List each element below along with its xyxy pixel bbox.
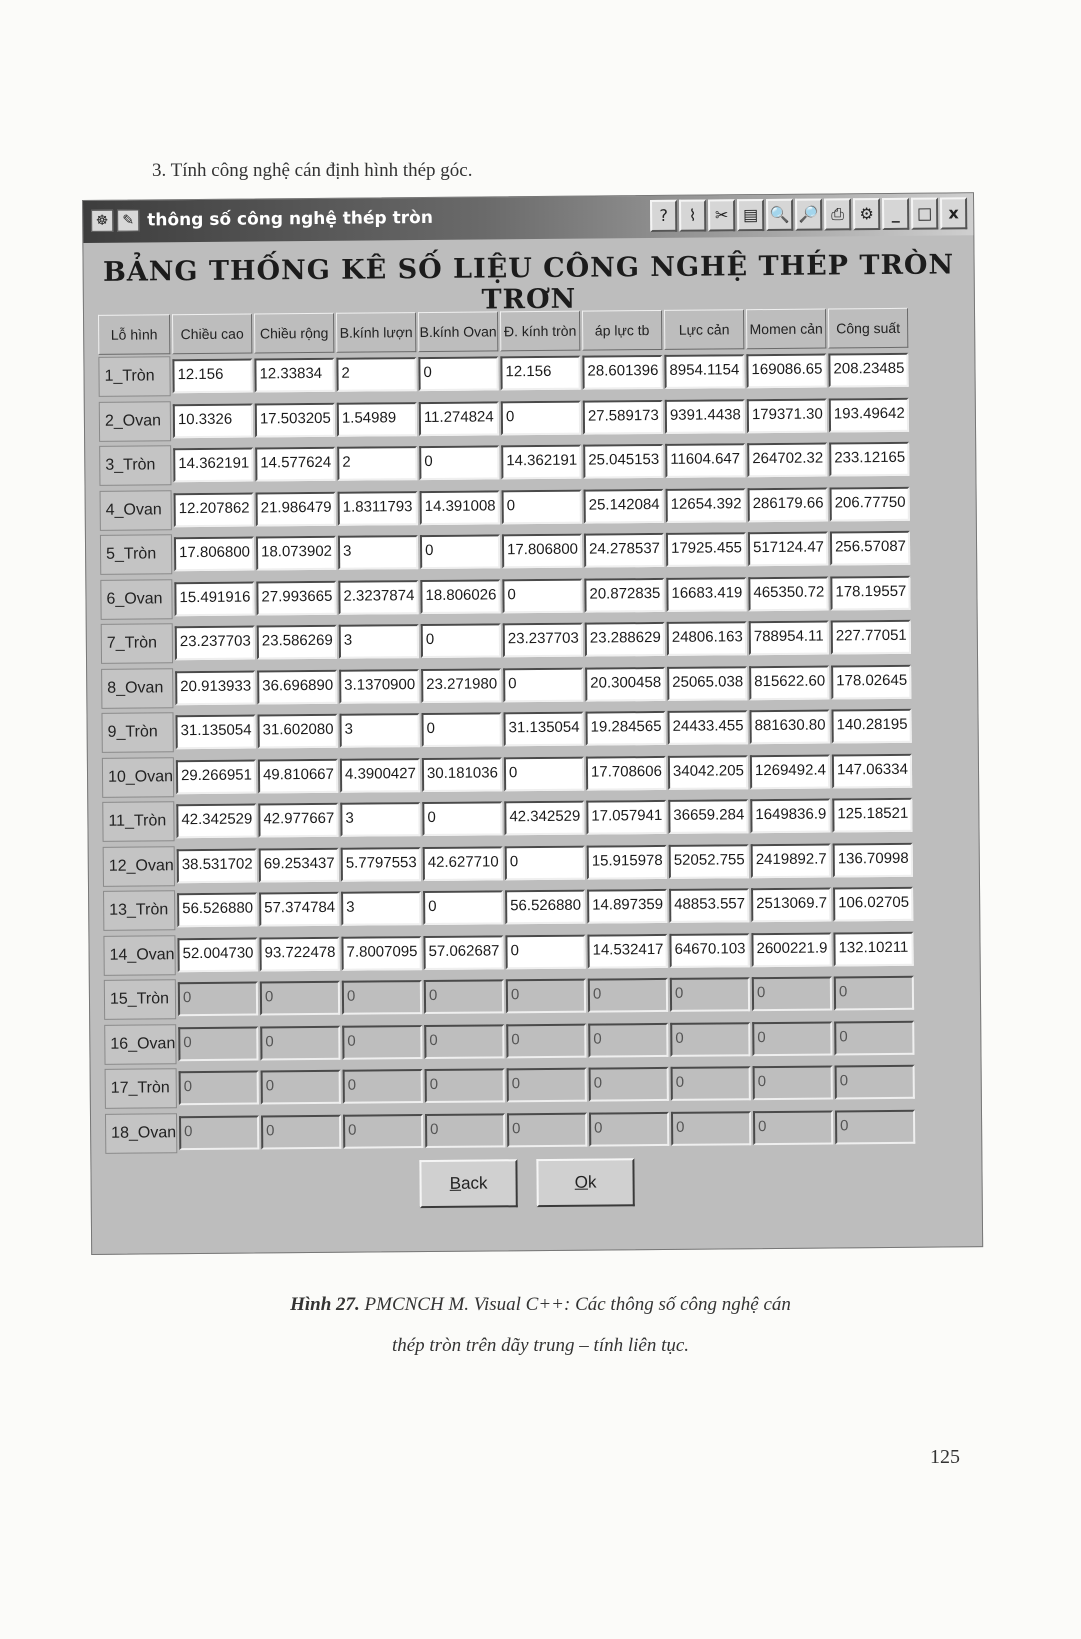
value-cell[interactable]: 3 (339, 713, 419, 748)
title-bar[interactable] (83, 193, 973, 243)
ok-button-label: k (587, 1172, 597, 1192)
value-cell[interactable]: 286179.66 (748, 487, 828, 522)
value-cell[interactable]: 0 (589, 1111, 669, 1146)
column-header: Chiều cao (172, 314, 252, 355)
value-cell[interactable]: 0 (419, 445, 499, 480)
value-cell[interactable]: 0 (588, 1022, 668, 1057)
value-cell[interactable]: 193.49642 (829, 397, 909, 432)
value-cell[interactable]: 0 (343, 1069, 423, 1104)
value-cell[interactable]: 0 (179, 1115, 259, 1150)
value-cell[interactable]: 31.135054 (503, 712, 583, 747)
value-cell[interactable]: 3 (338, 535, 418, 570)
value-cell[interactable]: 20.300458 (585, 666, 665, 701)
column-header: Công suất (828, 308, 908, 349)
brush-icon[interactable]: ⌇ (679, 200, 706, 232)
value-cell[interactable]: 23.271980 (421, 668, 501, 703)
column-header: áp lực tb (582, 310, 662, 351)
figure-caption-text: PMCNCH M. Visual C++: Các thông số công nghệ cán (364, 1294, 791, 1315)
page-number: 125 (930, 1446, 960, 1468)
back-button[interactable] (419, 1159, 517, 1208)
print-icon[interactable]: ⎙ (824, 198, 851, 230)
value-cell[interactable]: 18.806026 (420, 579, 500, 614)
value-cell[interactable]: 0 (260, 1025, 340, 1060)
value-cell[interactable]: 52052.755 (669, 844, 749, 879)
value-cell[interactable]: 16683.419 (666, 577, 746, 612)
row-label: 4_Ovan (100, 490, 172, 531)
column-header: B.kính lượn (336, 312, 416, 353)
value-cell[interactable]: 14.362191 (501, 445, 581, 480)
value-cell[interactable]: 42.977667 (258, 803, 338, 838)
value-cell[interactable]: 31.602080 (257, 714, 337, 749)
close-button[interactable]: x (940, 197, 967, 229)
value-cell[interactable]: 1269492.4 (750, 754, 830, 789)
value-cell[interactable]: 0 (260, 981, 340, 1016)
value-cell[interactable]: 25.045153 (583, 444, 663, 479)
row-label: 17_Tròn (105, 1068, 177, 1109)
value-cell[interactable]: 465350.72 (748, 576, 828, 611)
value-cell[interactable]: 2 (336, 357, 416, 392)
row-label: 5_Tròn (100, 534, 172, 575)
value-cell[interactable]: 0 (507, 1112, 587, 1147)
value-cell[interactable]: 2.3237874 (338, 580, 418, 615)
value-cell[interactable]: 27.589173 (583, 399, 663, 434)
value-cell[interactable]: 0 (753, 1110, 833, 1145)
column-header: Lỗ hình (98, 314, 170, 355)
value-cell[interactable]: 3 (340, 802, 420, 837)
column-header: Lực cản (664, 309, 744, 350)
row-label: 7_Tròn (101, 623, 173, 664)
value-cell[interactable]: 23.586269 (257, 625, 337, 660)
ok-button-mnemonic: O (574, 1172, 589, 1192)
value-cell[interactable]: 0 (261, 1070, 341, 1105)
value-cell[interactable]: 0 (501, 400, 581, 435)
value-cell[interactable]: 0 (178, 1026, 258, 1061)
window-toolbar (650, 197, 967, 232)
value-cell[interactable]: 178.02645 (831, 664, 911, 699)
value-cell[interactable]: 0 (421, 712, 501, 747)
value-cell[interactable]: 17.806800 (174, 537, 254, 572)
tools-icon[interactable]: ⚙ (853, 198, 880, 230)
value-cell[interactable]: 42.342529 (176, 804, 256, 839)
value-cell[interactable]: 0 (423, 890, 503, 925)
value-cell[interactable]: 147.06334 (832, 753, 912, 788)
value-cell[interactable]: 0 (178, 981, 258, 1016)
value-cell[interactable]: 30.181036 (422, 757, 502, 792)
app-icon[interactable]: ☸ (91, 210, 113, 232)
value-cell[interactable]: 0 (835, 1065, 915, 1100)
value-cell[interactable]: 10.3326 (173, 403, 253, 438)
value-cell[interactable]: 36.696890 (257, 669, 337, 704)
figure-label: Hình 27. (290, 1294, 360, 1315)
value-cell[interactable]: 0 (834, 1020, 914, 1055)
value-cell[interactable]: 17.708606 (586, 755, 666, 790)
value-cell[interactable]: 18.073902 (256, 536, 336, 571)
value-cell[interactable]: 69.253437 (259, 847, 339, 882)
value-cell[interactable]: 12.207862 (174, 492, 254, 527)
value-cell[interactable]: 0 (671, 1066, 751, 1101)
row-label: 11_Tròn (102, 801, 174, 842)
value-cell[interactable]: 42.627710 (423, 846, 503, 881)
value-cell[interactable]: 5.7797553 (341, 847, 421, 882)
form-icon: ✎ (117, 210, 139, 232)
value-cell[interactable]: 11.274824 (419, 401, 499, 436)
value-cell[interactable]: 0 (504, 756, 584, 791)
value-cell[interactable]: 27.993665 (256, 580, 336, 615)
row-label: 13_Tròn (103, 890, 175, 931)
back-button-label: ack (460, 1173, 488, 1193)
value-cell[interactable]: 3 (341, 891, 421, 926)
value-cell[interactable]: 0 (502, 489, 582, 524)
value-cell[interactable]: 1.54989 (337, 402, 417, 437)
value-cell[interactable]: 881630.80 (749, 709, 829, 744)
value-cell[interactable]: 24.278537 (584, 533, 664, 568)
value-cell[interactable]: 23.237703 (175, 626, 255, 661)
value-cell[interactable]: 17.806800 (502, 534, 582, 569)
row-label: 3_Tròn (99, 445, 171, 486)
value-cell[interactable]: 233.12165 (829, 442, 909, 477)
help-icon[interactable]: ? (650, 200, 677, 232)
value-cell[interactable]: 14.532417 (587, 933, 667, 968)
value-cell[interactable]: 7.8007095 (341, 936, 421, 971)
value-cell[interactable]: 0 (753, 1065, 833, 1100)
value-cell[interactable]: 3 (339, 624, 419, 659)
value-cell[interactable]: 23.288629 (585, 622, 665, 657)
value-cell[interactable]: 14.362191 (173, 448, 253, 483)
value-cell[interactable]: 14.577624 (255, 447, 335, 482)
column-header: Chiều rộng (254, 313, 334, 354)
value-cell[interactable]: 0 (420, 534, 500, 569)
minimize-button[interactable]: _ (882, 198, 909, 230)
value-cell[interactable]: 15.915978 (587, 844, 667, 879)
value-cell[interactable]: 21.986479 (256, 491, 336, 526)
value-cell[interactable]: 42.342529 (504, 801, 584, 836)
row-label: 6_Ovan (100, 579, 172, 620)
document-icon[interactable]: ▤ (737, 199, 764, 231)
value-cell[interactable]: 19.284565 (585, 711, 665, 746)
value-cell[interactable]: 4.3900427 (340, 758, 420, 793)
value-cell[interactable]: 0 (752, 976, 832, 1011)
row-label: 18_Ovan (105, 1113, 177, 1154)
value-cell[interactable]: 0 (424, 979, 504, 1014)
value-cell[interactable]: 256.57087 (830, 531, 910, 566)
value-cell[interactable]: 788954.11 (749, 620, 829, 655)
value-cell[interactable]: 2 (337, 446, 417, 481)
value-cell[interactable]: 0 (424, 1024, 504, 1059)
value-cell[interactable]: 25065.038 (667, 666, 747, 701)
row-label: 10_Ovan (102, 757, 174, 798)
value-cell[interactable]: 24806.163 (667, 621, 747, 656)
value-cell[interactable]: 0 (261, 1114, 341, 1149)
value-cell[interactable]: 20.913933 (175, 670, 255, 705)
value-cell[interactable]: 0 (834, 976, 914, 1011)
value-cell[interactable]: 0 (342, 1025, 422, 1060)
value-cell[interactable]: 28.601396 (582, 355, 662, 390)
value-cell[interactable]: 136.70998 (833, 842, 913, 877)
row-label: 16_Ovan (104, 1024, 176, 1065)
value-cell[interactable]: 140.28195 (831, 709, 911, 744)
value-cell[interactable]: 57.374784 (259, 892, 339, 927)
value-cell[interactable]: 0 (505, 934, 585, 969)
value-cell[interactable]: 0 (422, 801, 502, 836)
zoom-in-icon[interactable]: 🔍 (766, 199, 793, 231)
column-header: B.kính Ovan (418, 311, 498, 352)
value-cell[interactable]: 0 (507, 1068, 587, 1103)
value-cell[interactable]: 0 (418, 356, 498, 391)
value-cell[interactable]: 0 (671, 1111, 751, 1146)
value-cell[interactable]: 1.8311793 (338, 491, 418, 526)
row-label: 15_Tròn (104, 979, 176, 1020)
value-cell[interactable]: 8954.1154 (664, 354, 744, 389)
value-cell[interactable]: 0 (506, 1023, 586, 1058)
zoom-out-icon[interactable]: 🔎 (795, 199, 822, 231)
value-cell[interactable]: 17925.455 (666, 532, 746, 567)
value-cell[interactable]: 0 (505, 845, 585, 880)
window-title: thông số công nghệ thép tròn (147, 207, 433, 231)
value-cell[interactable]: 12654.392 (666, 488, 746, 523)
value-cell[interactable]: 178.19557 (830, 575, 910, 610)
row-label: 12_Ovan (103, 846, 175, 887)
value-cell[interactable]: 34042.205 (668, 755, 748, 790)
value-cell[interactable]: 11604.647 (665, 443, 745, 478)
value-cell[interactable]: 29.266951 (176, 759, 256, 794)
value-cell[interactable]: 49.810667 (258, 758, 338, 793)
row-label: 1_Tròn (98, 356, 170, 397)
maximize-button[interactable]: □ (911, 198, 938, 230)
value-cell[interactable]: 2419892.7 (751, 843, 831, 878)
value-cell[interactable]: 206.77750 (830, 486, 910, 521)
value-cell[interactable]: 0 (752, 1021, 832, 1056)
value-cell[interactable]: 93.722478 (259, 936, 339, 971)
value-cell[interactable]: 14.897359 (587, 889, 667, 924)
value-cell[interactable]: 0 (502, 578, 582, 613)
row-label: 9_Tròn (101, 712, 173, 753)
value-cell[interactable]: 106.02705 (833, 887, 913, 922)
value-cell[interactable]: 125.18521 (832, 798, 912, 833)
row-label: 8_Ovan (101, 668, 173, 709)
tech-params-window (82, 192, 983, 1255)
value-cell[interactable]: 31.135054 (175, 715, 255, 750)
value-cell[interactable]: 0 (421, 623, 501, 658)
value-cell[interactable]: 0 (342, 980, 422, 1015)
value-cell[interactable]: 64670.103 (669, 933, 749, 968)
value-cell[interactable]: 2600221.9 (751, 932, 831, 967)
ok-button[interactable] (536, 1158, 634, 1207)
value-cell[interactable]: 0 (425, 1113, 505, 1148)
value-cell[interactable]: 15.491916 (174, 581, 254, 616)
value-cell[interactable]: 52.004730 (177, 937, 257, 972)
value-cell[interactable]: 227.77051 (831, 620, 911, 655)
value-cell[interactable]: 0 (835, 1109, 915, 1144)
value-cell[interactable]: 3.1370900 (339, 669, 419, 704)
back-button-mnemonic: B (449, 1173, 462, 1193)
value-cell[interactable]: 56.526880 (505, 890, 585, 925)
value-cell[interactable]: 517124.47 (748, 532, 828, 567)
row-label: 2_Ovan (99, 401, 171, 442)
value-cell[interactable]: 1649836.9 (750, 798, 830, 833)
value-cell[interactable]: 17.057941 (586, 800, 666, 835)
value-cell[interactable]: 0 (588, 978, 668, 1013)
value-cell[interactable]: 0 (425, 1068, 505, 1103)
cut-icon[interactable]: ✂ (708, 199, 735, 231)
value-cell[interactable]: 24433.455 (667, 710, 747, 745)
column-header: Momen cản (746, 309, 826, 350)
value-cell[interactable]: 132.10211 (833, 931, 913, 966)
value-cell[interactable]: 56.526880 (177, 892, 257, 927)
value-cell[interactable]: 12.156 (172, 359, 252, 394)
row-label: 14_Ovan (103, 935, 175, 976)
value-cell[interactable]: 264702.32 (747, 443, 827, 478)
value-cell[interactable]: 38.531702 (177, 848, 257, 883)
value-cell[interactable]: 12.156 (500, 356, 580, 391)
value-cell[interactable]: 17.503205 (255, 402, 335, 437)
value-cell[interactable]: 2513069.7 (751, 887, 831, 922)
value-cell[interactable]: 0 (506, 979, 586, 1014)
value-cell[interactable]: 20.872835 (584, 577, 664, 612)
figure-caption-line2: thép tròn trên dãy trung – tính liên tục. (391, 1335, 690, 1356)
column-header: Đ. kính tròn (500, 311, 580, 352)
value-cell[interactable]: 9391.4438 (665, 399, 745, 434)
value-cell[interactable]: 208.23485 (828, 353, 908, 388)
value-cell[interactable]: 0 (670, 1022, 750, 1057)
value-cell[interactable]: 815622.60 (749, 665, 829, 700)
value-cell[interactable]: 0 (670, 977, 750, 1012)
value-cell[interactable]: 48853.557 (669, 888, 749, 923)
value-cell[interactable]: 169086.65 (746, 354, 826, 389)
value-cell[interactable]: 57.062687 (423, 935, 503, 970)
value-cell[interactable]: 0 (343, 1114, 423, 1149)
value-cell[interactable]: 0 (503, 667, 583, 702)
value-cell[interactable]: 0 (589, 1067, 669, 1102)
value-cell[interactable]: 0 (179, 1070, 259, 1105)
value-cell[interactable]: 23.237703 (503, 623, 583, 658)
value-cell[interactable]: 14.391008 (420, 490, 500, 525)
value-cell[interactable]: 179371.30 (747, 398, 827, 433)
section-heading: 3. Tính công nghệ cán định hình thép góc. (152, 160, 473, 181)
form-title: BẢNG THỐNG KÊ SỐ LIỆU CÔNG NGHỆ THÉP TRÒN TRƠN (102, 249, 955, 316)
value-cell[interactable]: 12.33834 (254, 358, 334, 393)
figure-caption-line1 (0, 1294, 1081, 1316)
value-cell[interactable]: 25.142084 (584, 488, 664, 523)
value-cell[interactable]: 36659.284 (668, 799, 748, 834)
